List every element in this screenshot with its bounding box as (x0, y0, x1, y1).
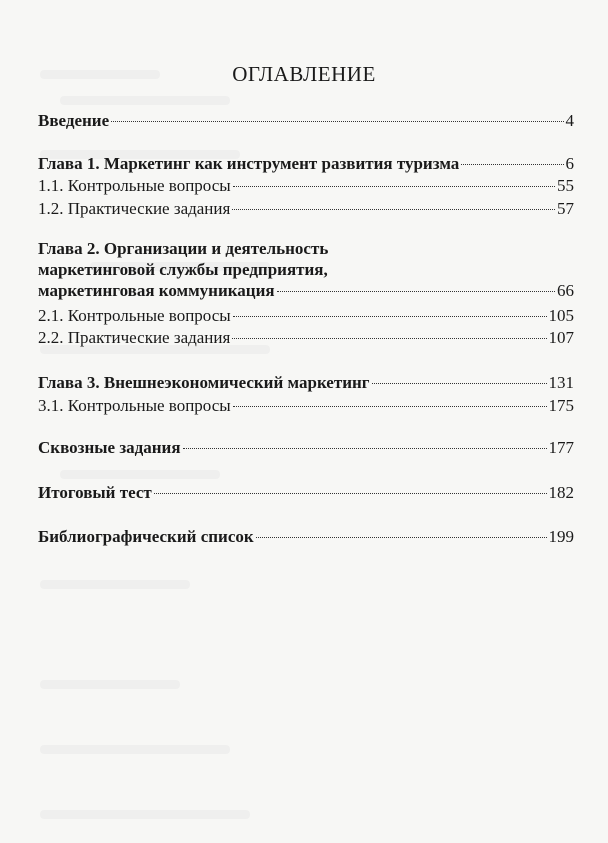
toc-entry-1-1 (38, 175, 574, 196)
leader-dots (461, 164, 563, 165)
toc-entry-page: 182 (548, 483, 574, 502)
toc-entry-page: 105 (548, 306, 574, 325)
toc-entry-label: Итоговый тест (38, 483, 152, 502)
toc-entry-page: 199 (548, 527, 574, 546)
leader-dots (111, 121, 563, 122)
toc-entry-chapter-3 (38, 372, 574, 393)
toc-entry-page: 6 (565, 154, 574, 173)
toc-entry-page: 66 (557, 281, 574, 300)
leader-dots (233, 406, 547, 407)
toc-entry-label: Введение (38, 111, 110, 130)
toc-entry-page: 175 (548, 396, 574, 415)
toc-entry-2-2 (38, 327, 574, 348)
toc-entry-label: 2.2. Практические задания (38, 328, 231, 347)
toc-entry-label-line: маркетинговой службы предприятия, (38, 260, 328, 279)
toc-entry-label: 2.1. Контрольные вопросы (38, 306, 231, 325)
leader-dots (372, 383, 547, 384)
leader-dots (232, 209, 555, 210)
toc-entry-2-1 (38, 305, 574, 326)
toc-entry-1-2 (38, 198, 574, 219)
leader-dots (232, 338, 546, 339)
leader-dots (183, 448, 547, 449)
toc-entry-label: Глава 3. Внешнеэкономический маркетинг (38, 373, 370, 392)
toc-entry-label: 3.1. Контрольные вопросы (38, 396, 231, 415)
leader-dots (233, 316, 547, 317)
toc-entry-final-test (38, 482, 574, 503)
toc-entry-chapter-2 (38, 238, 574, 301)
leader-dots (277, 291, 555, 292)
toc-entry-page: 57 (557, 199, 574, 218)
toc-entry-chapter-1 (38, 153, 574, 174)
toc-entry-page: 107 (548, 328, 574, 347)
toc-entry-cross-tasks (38, 437, 574, 458)
toc-entry-label-line: Глава 2. Организации и деятельность (38, 239, 329, 258)
toc-title: ОГЛАВЛЕНИЕ (232, 62, 376, 86)
toc-entry-bibliography (38, 526, 574, 547)
toc-entry-page: 4 (565, 111, 574, 130)
toc-entry-page: 131 (548, 373, 574, 392)
leader-dots (154, 493, 547, 494)
toc-entry-page: 55 (557, 176, 574, 195)
toc-entry-label: Библиографический список (38, 527, 254, 546)
toc-entry-label: 1.2. Практические задания (38, 199, 231, 218)
toc-entry-page: 177 (548, 438, 574, 457)
toc-entry-label: Глава 1. Маркетинг как инструмент развития туризма (38, 154, 460, 173)
toc-entry-introduction (38, 110, 574, 131)
toc-entry-label: 1.1. Контрольные вопросы (38, 176, 231, 195)
toc-entry-3-1 (38, 395, 574, 416)
toc-entry-label: Сквозные задания (38, 438, 181, 457)
leader-dots (233, 186, 555, 187)
leader-dots (256, 537, 547, 538)
toc-entry-label: маркетинговая коммуникация (38, 281, 275, 300)
